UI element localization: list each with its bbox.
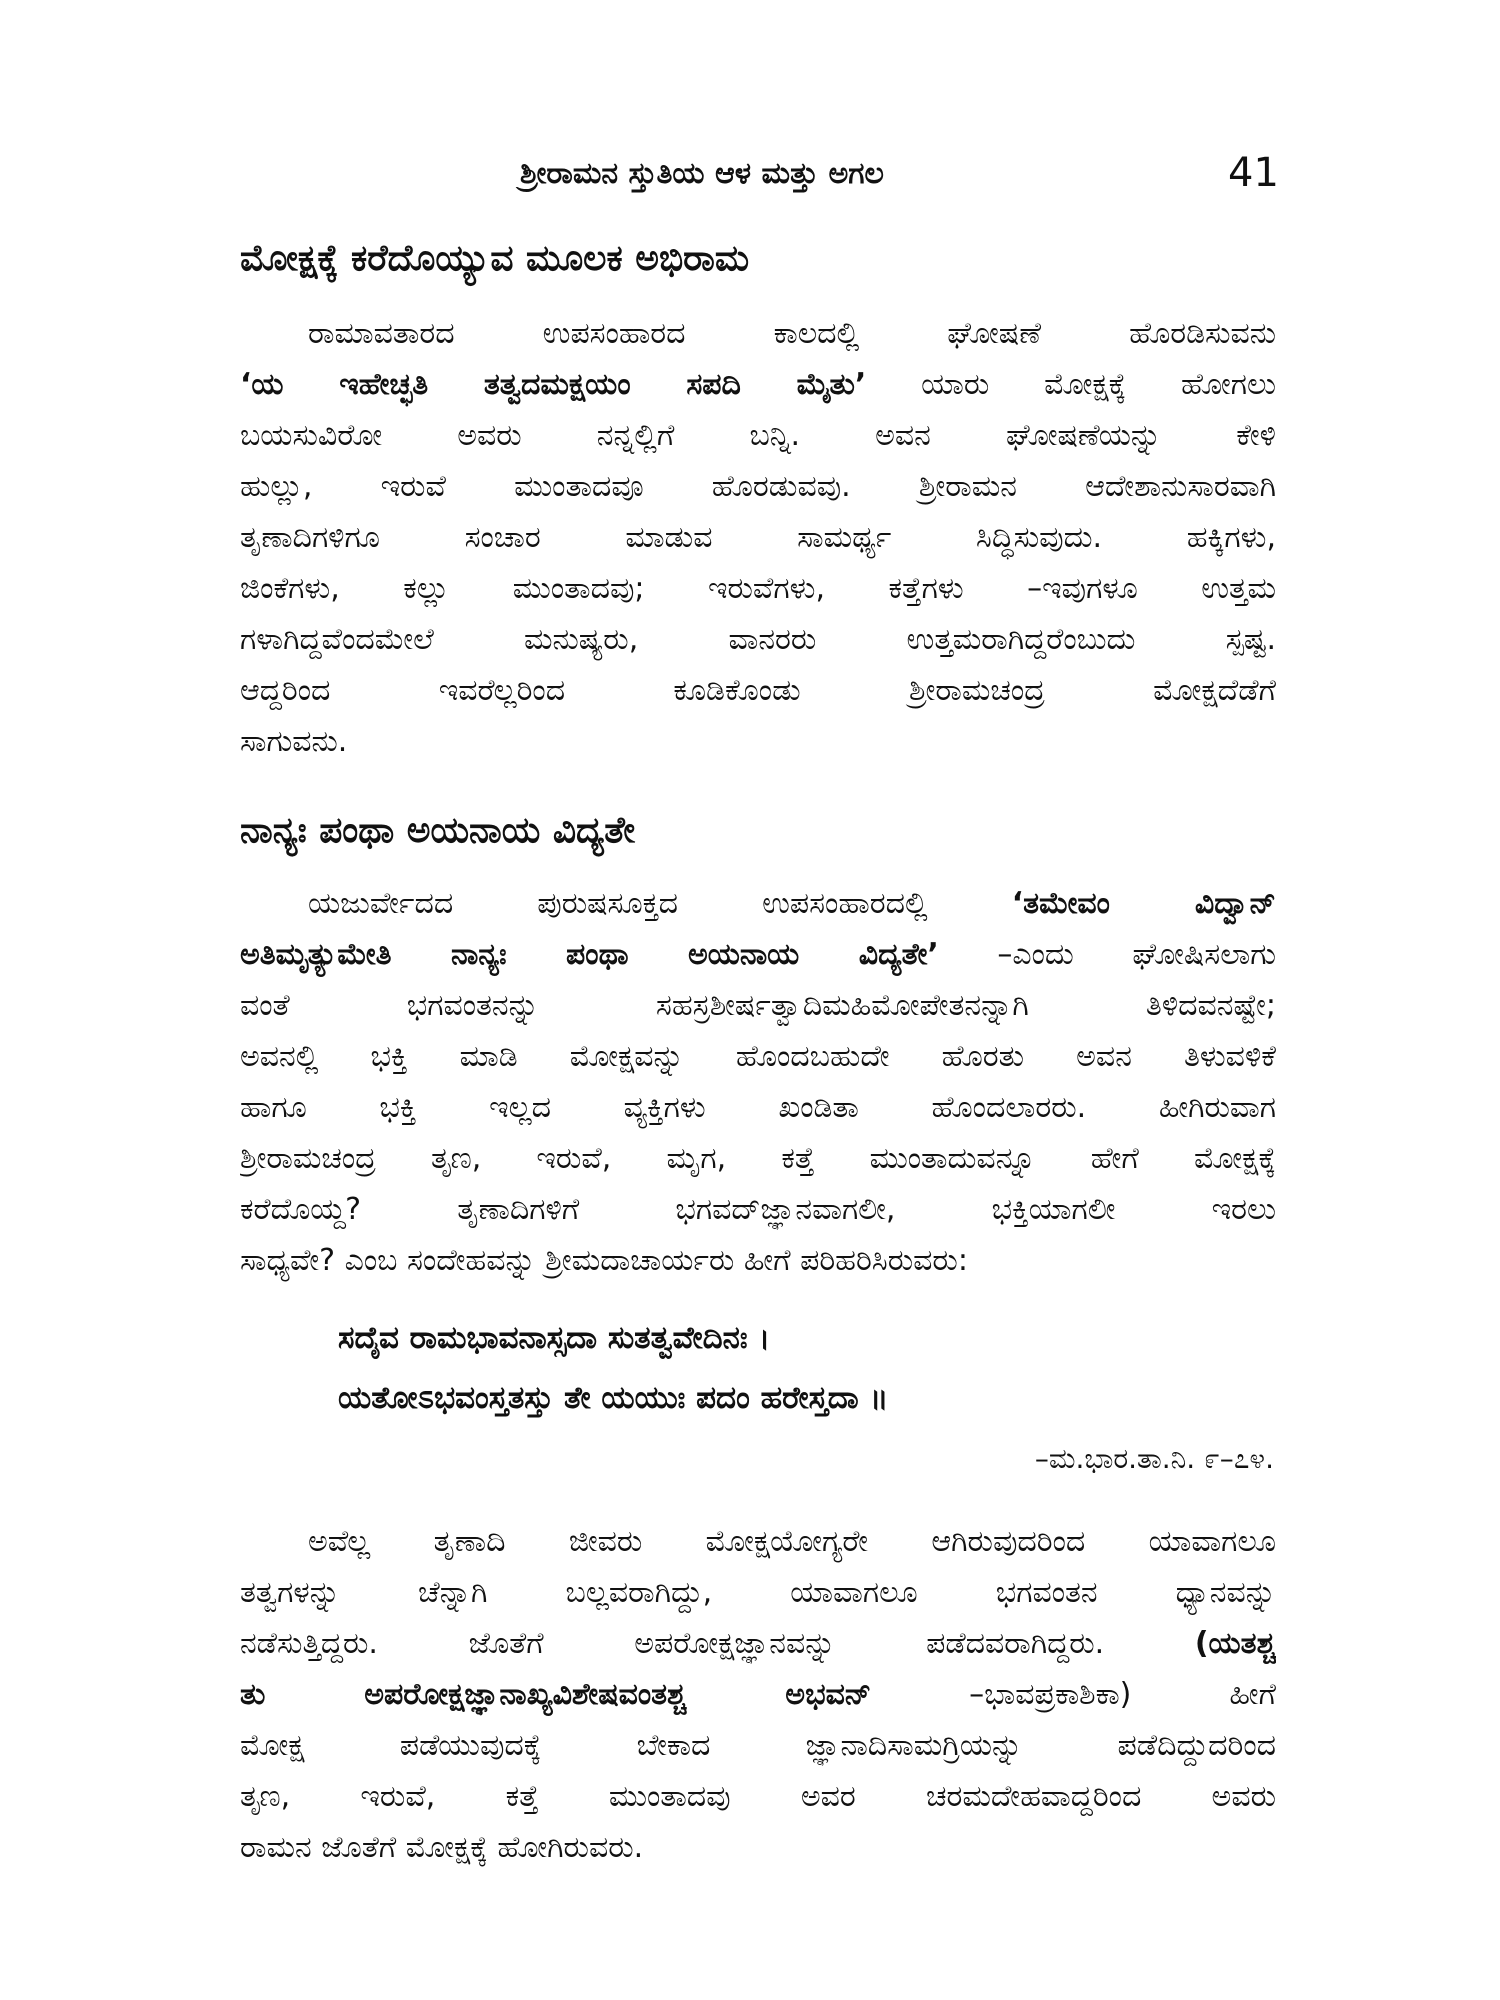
text-run: ಸಾಗುವನು. (240, 724, 348, 759)
verse-line-2: ಯತೋಽಭವಂಸ್ತತಸ್ತು ತೇ ಯಯುಃ ಪದಂ ಹರೇಸ್ತದಾ ॥ (338, 1380, 889, 1416)
bold-quote: ‘ತಮೇವಂ ವಿದ್ವಾನ್ (1011, 886, 1276, 921)
text-line (240, 1618, 1276, 1669)
text-line (240, 410, 1276, 461)
text-run: ಬಯಸುವಿರೋ ಅವರು ನನ್ನಲ್ಲಿಗೆ ಬನ್ನಿ. ಅವನ ಘೋಷಣೆಯನ್ನು ಕೇಳಿ (240, 418, 1276, 453)
text-line (240, 461, 1276, 512)
text-line (240, 1567, 1276, 1618)
text-run: ಜಿಂಕೆಗಳು, ಕಲ್ಲು ಮುಂತಾದವು; ಇರುವೆಗಳು, ಕತ್ತೆಗಳು –ಇವುಗಳೂ ಉತ್ತಮ (240, 571, 1276, 606)
text-run: ಶ್ರೀರಾಮಚಂದ್ರ ತೃಣ, ಇರುವೆ, ಮೃಗ, ಕತ್ತೆ ಮುಂತಾದುವನ್ನೂ ಹೇಗೆ ಮೋಕ್ಷಕ್ಕೆ (240, 1141, 1276, 1176)
text-line (240, 512, 1276, 563)
text-line (240, 359, 1276, 410)
text-run: –ಎಂದು ಘೋಷಿಸಲಾಗು (938, 937, 1276, 972)
text-line (240, 1516, 1276, 1567)
text-run: ಕರೆದೊಯ್ದ? ತೃಣಾದಿಗಳಿಗೆ ಭಗವದ್‌ಜ್ಞಾನವಾಗಲೀ, ಭಕ್ತಿಯಾಗಲೀ ಇರಲು (240, 1192, 1276, 1227)
text-line (240, 1235, 1276, 1286)
text-run: ಹಾಗೂ ಭಕ್ತಿ ಇಲ್ಲದ ವ್ಯಕ್ತಿಗಳು ಖಂಡಿತಾ ಹೊಂದಲಾರರು. ಹೀಗಿರುವಾಗ (240, 1090, 1276, 1125)
text-run: ಸಾಧ್ಯವೇ? ಎಂಬ ಸಂದೇಹವನ್ನು ಶ್ರೀಮದಾಚಾರ್ಯರು ಹೀಗೆ ಪರಿಹರಿಸಿರುವರು: (240, 1243, 968, 1278)
text-line (240, 308, 1276, 359)
text-line (240, 716, 1276, 767)
text-line (240, 1184, 1276, 1235)
verse-line-1: ಸದೈವ ರಾಮಭಾವನಾಸ್ಸದಾ ಸುತತ್ವವೇದಿನಃ । (338, 1320, 771, 1356)
text-run: ವಂತೆ ಭಗವಂತನನ್ನು ಸಹಸ್ರಶೀರ್ಷತ್ವಾದಿಮಹಿಮೋಪೇತನನ್ನಾಗಿ ತಿಳಿದವನಷ್ಟೇ; (240, 988, 1276, 1023)
text-run: ಯಾರು ಮೋಕ್ಷಕ್ಕೆ ಹೋಗಲು (866, 367, 1276, 402)
text-run: ತೃಣ, ಇರುವೆ, ಕತ್ತೆ ಮುಂತಾದವು ಅವರ ಚರಮದೇಹವಾದ್ದರಿಂದ ಅವರು (240, 1779, 1276, 1814)
text-line (240, 614, 1276, 665)
bold-quote: ‘ಯ ಇಹೇಚ್ಛತಿ ತತ್ವದಮಕ್ಷಯಂ ಸಪದಿ ಮೈತು’ (240, 367, 867, 402)
text-line (240, 980, 1276, 1031)
paragraph-3 (240, 1516, 1276, 1873)
text-run: ಗಳಾಗಿದ್ದವೆಂದಮೇಲೆ ಮನುಷ್ಯರು, ವಾನರರು ಉತ್ತಮರಾಗಿದ್ದರೆಂಬುದು ಸ್ಪಷ್ಟ. (240, 622, 1276, 657)
text-run: ಯಜುರ್ವೇದದ ಪುರುಷಸೂಕ್ತದ ಉಪಸಂಹಾರದಲ್ಲಿ (308, 886, 1012, 921)
text-line (240, 1771, 1276, 1822)
text-line (240, 563, 1276, 614)
text-run: ರಾಮಾವತಾರದ ಉಪಸಂಹಾರದ ಕಾಲದಲ್ಲಿ ಘೋಷಣೆ ಹೊರಡಿಸುವನು (308, 316, 1276, 351)
section-heading-nanyah-pantha: ನಾನ್ಯಃ ಪಂಥಾ ಅಯನಾಯ ವಿದ್ಯತೇ (240, 810, 636, 851)
paragraph-2 (240, 878, 1276, 1286)
text-run: ರಾಮನ ಜೊತೆಗೆ ಮೋಕ್ಷಕ್ಕೆ ಹೋಗಿರುವರು. (240, 1830, 644, 1865)
text-run: ತತ್ವಗಳನ್ನು ಚೆನ್ನಾಗಿ ಬಲ್ಲವರಾಗಿದ್ದು, ಯಾವಾಗಲೂ ಭಗವಂತನ ಧ್ಯಾನವನ್ನು (240, 1575, 1276, 1610)
text-line (240, 1822, 1276, 1873)
text-run: –ಭಾವಪ್ರಕಾಶಿಕಾ) ಹೀಗೆ (871, 1677, 1276, 1712)
page-number: 41 (1228, 150, 1279, 196)
section-heading-moksha: ಮೋಕ್ಷಕ್ಕೆ ಕರೆದೊಯ್ಯುವ ಮೂಲಕ ಅಭಿರಾಮ (240, 238, 750, 279)
text-line (240, 1031, 1276, 1082)
bold-quote: ತು ಅಪರೋಕ್ಷಜ್ಞಾನಾಖ್ಯವಿಶೇಷವಂತಶ್ಚ ಅಭವನ್ (240, 1677, 872, 1712)
text-line (240, 1082, 1276, 1133)
text-run: ಅವೆಲ್ಲ ತೃಣಾದಿ ಜೀವರು ಮೋಕ್ಷಯೋಗ್ಯರೇ ಆಗಿರುವುದರಿಂದ ಯಾವಾಗಲೂ (308, 1524, 1276, 1559)
text-run: ಮೋಕ್ಷ ಪಡೆಯುವುದಕ್ಕೆ ಬೇಕಾದ ಜ್ಞಾನಾದಿಸಾಮಗ್ರಿಯನ್ನು ಪಡೆದಿದ್ದುದರಿಂದ (240, 1728, 1276, 1763)
text-line (240, 1720, 1276, 1771)
text-line (240, 1133, 1276, 1184)
text-line (240, 929, 1276, 980)
bold-quote: ಅತಿಮೃತ್ಯುಮೇತಿ ನಾನ್ಯಃ ಪಂಥಾ ಅಯನಾಯ ವಿದ್ಯತೇ’ (240, 937, 939, 972)
text-run: ಆದ್ದರಿಂದ ಇವರೆಲ್ಲರಿಂದ ಕೂಡಿಕೊಂಡು ಶ್ರೀರಾಮಚಂದ್ರ ಮೋಕ್ಷದೆಡೆಗೆ (240, 673, 1276, 708)
paragraph-1 (240, 308, 1276, 767)
text-run: ನಡೆಸುತ್ತಿದ್ದರು. ಜೊತೆಗೆ ಅಪರೋಕ್ಷಜ್ಞಾನವನ್ನು ಪಡೆದವರಾಗಿದ್ದರು. (240, 1626, 1195, 1661)
bold-quote: (ಯತಶ್ಚ (1194, 1626, 1276, 1661)
text-line (240, 878, 1276, 929)
text-run: ತೃಣಾದಿಗಳಿಗೂ ಸಂಚಾರ ಮಾಡುವ ಸಾಮರ್ಥ್ಯ ಸಿದ್ಧಿಸುವುದು. ಹಕ್ಕಿಗಳು, (240, 520, 1276, 555)
text-run: ಅವನಲ್ಲಿ ಭಕ್ತಿ ಮಾಡಿ ಮೋಕ್ಷವನ್ನು ಹೊಂದಬಹುದೇ ಹೊರತು ಅವನ ತಿಳುವಳಿಕೆ (240, 1039, 1276, 1074)
verse-citation: –ಮ.ಭಾರ.ತಾ.ನಿ. ೯–೭೪. (1034, 1442, 1274, 1475)
text-line (240, 1669, 1276, 1720)
text-line (240, 665, 1276, 716)
running-title: ಶ್ರೀರಾಮನ ಸ್ತುತಿಯ ಆಳ ಮತ್ತು ಅಗಲ (520, 156, 884, 191)
text-run: ಹುಲ್ಲು, ಇರುವೆ ಮುಂತಾದವೂ ಹೊರಡುವವು. ಶ್ರೀರಾಮನ ಆದೇಶಾನುಸಾರವಾಗಿ (240, 469, 1276, 504)
